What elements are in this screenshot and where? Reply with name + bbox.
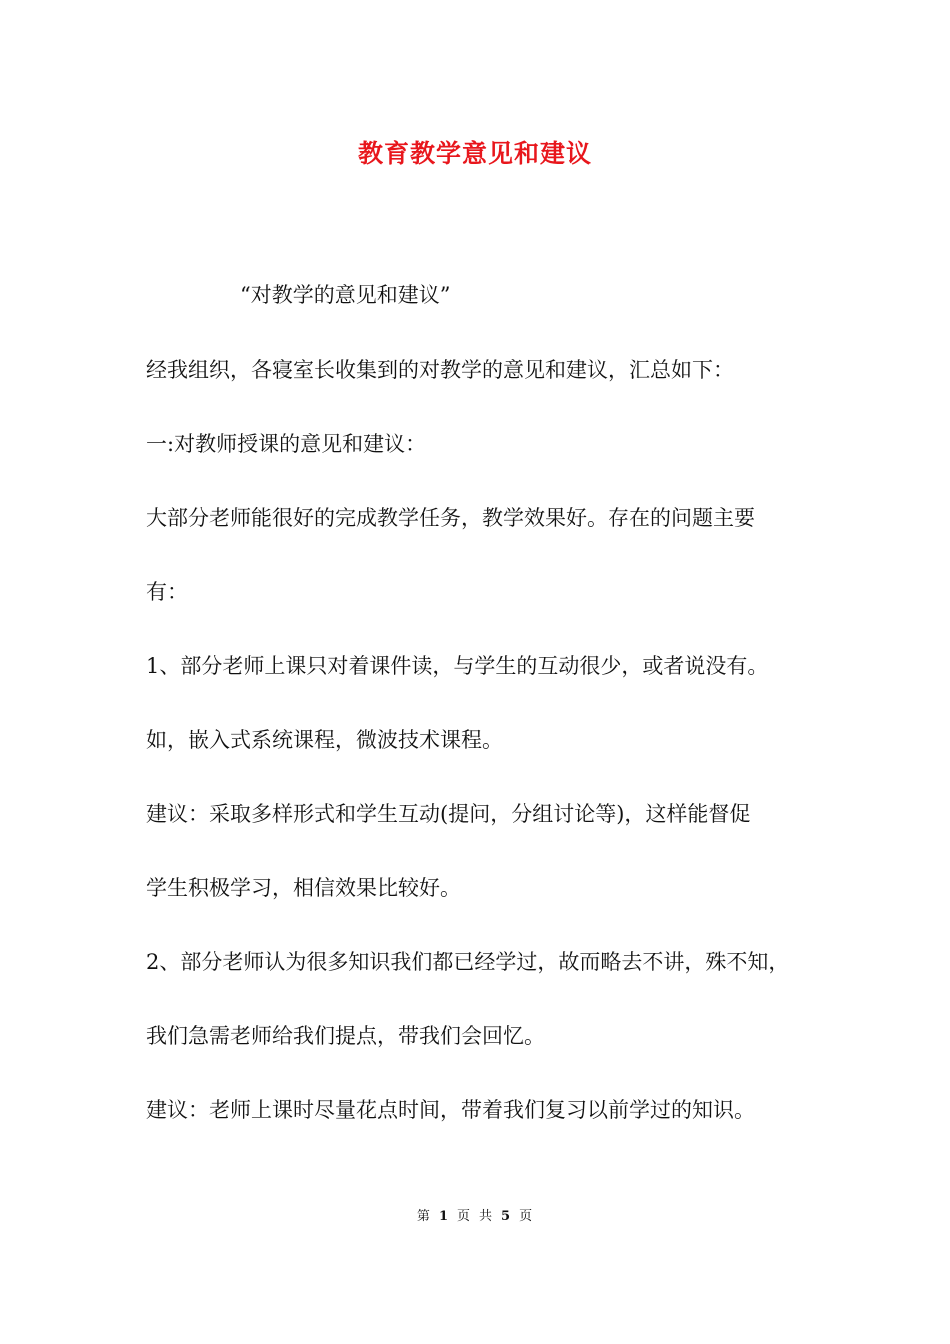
paragraph-line: 如，嵌入式系统课程，微波技术课程。	[146, 728, 503, 752]
paragraph-line: 1、部分老师上课只对着课件读，与学生的互动很少，或者说没有。	[146, 654, 769, 678]
page-suffix: 页	[519, 1209, 534, 1224]
paragraph-line: 学生积极学习，相信效果比较好。	[146, 876, 461, 900]
page-mid1: 页	[456, 1209, 471, 1224]
page-mid2: 共	[479, 1209, 494, 1224]
paragraph-line: 一:对教师授课的意见和建议：	[146, 432, 427, 456]
page-footer	[0, 1208, 950, 1226]
document-subtitle: “对教学的意见和建议”	[240, 283, 451, 307]
paragraph-line: 建议：老师上课时尽量花点时间，带着我们复习以前学过的知识。	[146, 1098, 755, 1122]
paragraph-line: 有：	[146, 580, 188, 604]
paragraph-line: 建议：采取多样形式和学生互动(提问，分组讨论等)，这样能督促	[146, 802, 751, 826]
page-current: 1	[438, 1209, 449, 1224]
paragraph-line: 大部分老师能很好的完成教学任务，教学效果好。存在的问题主要	[146, 506, 755, 530]
document-title: 教育教学意见和建议	[357, 139, 592, 168]
paragraph-line: 我们急需老师给我们提点，带我们会回忆。	[146, 1024, 545, 1048]
page-prefix: 第	[416, 1209, 431, 1224]
paragraph-line: 经我组织，各寝室长收集到的对教学的意见和建议，汇总如下：	[146, 358, 734, 382]
page-total: 5	[501, 1209, 512, 1224]
paragraph-line: 2、部分老师认为很多知识我们都已经学过，故而略去不讲，殊不知，	[146, 950, 790, 974]
